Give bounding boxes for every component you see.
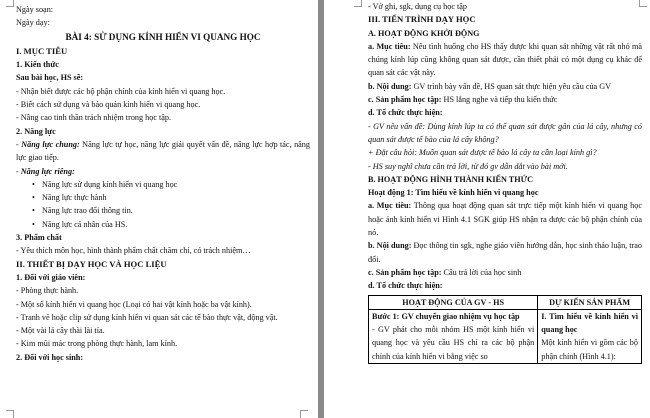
nang-luc-chung-text: Năng lực tự học, năng lực giải quyết vấn đề, năng lực hợp tác, năng lực giao tiếp. bbox=[16, 139, 310, 163]
c2-label: c. Sản phẩm học tập: bbox=[368, 267, 442, 277]
b2-label: b. Nội dung: bbox=[368, 241, 412, 251]
heading-kien-thuc: 1. Kiến thức bbox=[16, 60, 59, 70]
d2-to-chuc: d. Tổ chức thực hiện: bbox=[368, 281, 443, 291]
table-header-du-kien: DỰ KIẾN SẢN PHẨM bbox=[538, 295, 642, 309]
table-header-hoat-dong: HOẠT ĐỘNG CỦA GV - HS bbox=[369, 295, 538, 309]
heading-giao-vien: 1. Đối với giáo viên: bbox=[16, 272, 86, 282]
section-thiet-bi: II. THIẾT BỊ DẠY HỌC VÀ HỌC LIỆU bbox=[16, 258, 167, 269]
heading-khoi-dong: A. HOẠT ĐỘNG KHỞI ĐỘNG bbox=[368, 28, 480, 38]
b2-text: Đọc thông tin sgk, nghe giáo viên hướng dẫn, học sinh thảo luận, trao đổi. bbox=[368, 241, 642, 264]
product-text: Một kính hiển vi gồm các bộ phận chính (Hình 4.1): bbox=[541, 338, 638, 361]
activity-table bbox=[368, 295, 642, 364]
kien-thuc-2: - Biết cách sử dụng và bảo quản kính hiển vi quang học. bbox=[16, 100, 201, 110]
b-text: GV trình bày vấn đề, HS quan sát thực hiện yêu cầu của GV bbox=[411, 81, 612, 91]
list-item: • Năng lực cá nhân của HS. bbox=[42, 218, 310, 231]
heading-nang-luc: 2. Năng lực bbox=[16, 126, 56, 136]
kien-thuc-3: - Nâng cao tinh thần trách nhiệm trong học tập. bbox=[16, 113, 172, 123]
question-1: - GV nêu vấn đề: Dùng kính lúp ta có thể quan sát được gân của lá cây, nhưng có quan sát được tế bào của lá cây không? bbox=[368, 121, 642, 144]
ngay-day: Ngày dạy: bbox=[16, 18, 50, 28]
list-item: • Năng lực sử dụng kính hiển vi quang học bbox=[42, 178, 310, 191]
question-2: + Đặt câu hỏi: Muốn quan sát được tế bào lá cây ta cần loại kính gì? bbox=[368, 148, 597, 158]
nang-luc-rieng-list bbox=[16, 178, 310, 231]
sau-bai-hoc: Sau bài học, HS sẽ: bbox=[16, 73, 84, 83]
nang-luc-rieng: - Năng lực riêng: bbox=[16, 166, 75, 176]
section-muc-tieu: I. MỤC TIÊU bbox=[16, 45, 68, 56]
buoc-1-text: - GV phát cho mỗi nhóm HS một kính hiển vi quang học và yêu cầu HS chỉ ra các bộ phận chính của kính hiển vi bằng việc so bbox=[372, 325, 535, 361]
gv-item-2: - Một số kính hiển vi quang học (Loại có hai vật kính hoặc ba vật kính). bbox=[16, 299, 252, 309]
nang-luc-chung bbox=[16, 138, 310, 165]
a-label: a. Mục tiêu: bbox=[368, 41, 411, 51]
table-header-row bbox=[369, 295, 642, 309]
kien-thuc-1: - Nhận biết được các bộ phận chính của kính hiển vi quang học. bbox=[16, 86, 226, 96]
table-cell-activity bbox=[369, 309, 538, 363]
c2-san-pham bbox=[368, 266, 642, 279]
a-muc-tieu bbox=[368, 40, 642, 80]
a2-muc-tieu bbox=[368, 199, 642, 239]
a2-label: a. Mục tiêu: bbox=[368, 201, 412, 211]
heading-pham-chat: 3. Phẩm chất bbox=[16, 233, 62, 243]
section-tien-trinh: III. TIẾN TRÌNH DẠY HỌC bbox=[368, 14, 476, 25]
gv-item-5: - Kim mũi mác trong phòng thực hành, lam kính. bbox=[16, 339, 178, 349]
a-text: Nêu tình huống cho HS thấy được khi quan sát những vật rất nhỏ mà chúng kính lúp cũng không quan sát được, cần thiết phải có một dụng cụ khác để quan sát các vật này. bbox=[368, 41, 642, 78]
gv-item-3: - Tranh vẽ hoặc clip sử dụng kính hiển vi quan sát các tế bào thực vật, động vật. bbox=[16, 312, 278, 322]
d-to-chuc: d. Tổ chức thực hiện: bbox=[368, 108, 443, 118]
table-row bbox=[369, 309, 642, 363]
ngay-soan: Ngày soạn: bbox=[16, 5, 54, 14]
a2-text: Thông qua hoạt động quan sát trực tiếp một kính hiển vi quang học hoặc ảnh kính hiển vi Hình 4.1 SGK giúp HS nhận ra được các bộ phận chính của nó. bbox=[368, 201, 642, 238]
buoc-1-title: Bước 1: GV chuyển giao nhiệm vụ học tập bbox=[372, 311, 520, 321]
document-page-left bbox=[0, 0, 318, 418]
crop-mark bbox=[639, 0, 647, 7]
crop-mark bbox=[6, 410, 14, 418]
heading-hinh-thanh: B. HOẠT ĐỘNG HÌNH THÀNH KIẾN THỨC bbox=[368, 174, 534, 184]
crop-mark bbox=[6, 0, 14, 7]
lesson-title: BÀI 4: SỬ DỤNG KÍNH HIỂN VI QUANG HỌC bbox=[65, 31, 261, 42]
crop-mark bbox=[354, 0, 362, 7]
b-noi-dung bbox=[368, 80, 642, 93]
nang-luc-chung-label: - Năng lực chung: bbox=[16, 139, 80, 149]
pham-chat-1: - Yêu thích môn học, hình thành phẩm chất chăm chỉ, có trách nhiệm… bbox=[16, 246, 251, 256]
hs-item-1: - Vở ghi, sgk, dụng cụ học tập bbox=[368, 2, 468, 11]
question-3: - HS suy nghĩ chưa cần trả lời, từ đó gv dẫn dắt vào bài mới. bbox=[368, 161, 568, 171]
table-cell-product bbox=[538, 309, 642, 363]
list-item: • Năng lực trao đổi thông tin. bbox=[42, 204, 310, 217]
gv-item-1: - Phòng thực hành. bbox=[16, 286, 79, 296]
b-label: b. Nội dung: bbox=[368, 81, 412, 91]
b2-noi-dung bbox=[368, 239, 642, 266]
hoat-dong-1: Hoạt động 1: Tìm hiểu về kính hiển vi quang học bbox=[368, 188, 539, 198]
c2-text: Câu trả lời của học sinh bbox=[441, 267, 522, 277]
gv-item-4: - Một vài lá cây thài lài tía. bbox=[16, 326, 105, 336]
heading-hoc-sinh: 2. Đối với học sinh: bbox=[16, 352, 84, 362]
list-item: • Năng lực thực hành bbox=[42, 191, 310, 204]
product-title: I. Tìm hiểu về kính hiển vi quang học bbox=[541, 311, 638, 335]
c-label: c. Sản phẩm học tập: bbox=[368, 95, 442, 105]
crop-mark bbox=[300, 410, 308, 418]
document-page-right bbox=[324, 0, 650, 418]
c-san-pham bbox=[368, 93, 642, 106]
c-text: HS lắng nghe và tiếp thu kiến thức bbox=[441, 95, 558, 105]
